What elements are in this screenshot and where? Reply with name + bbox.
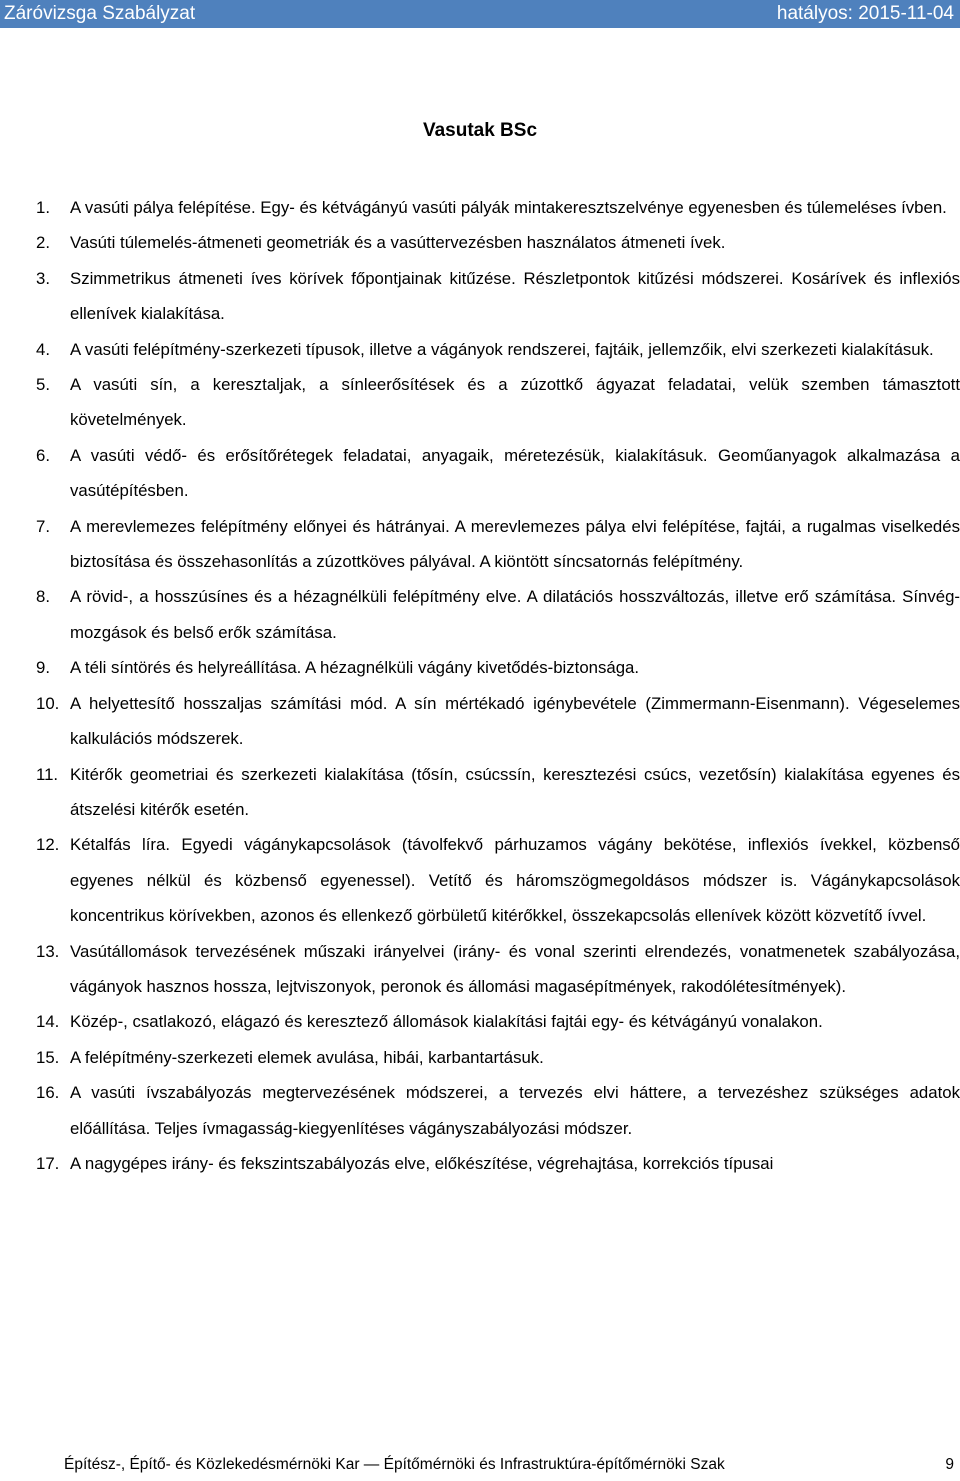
- item-text: A vasúti ívszabályozás megtervezésének módszerei, a tervezés elvi háttere, a tervezéshez szükséges adatok előállítása. Teljes ívmagasság-kiegyenlítéses vágányszabályozási módszer.: [70, 1083, 960, 1138]
- item-text: Közép-, csatlakozó, elágazó és keresztező állomások kialakítási fajtái egy- és kétvágányú vonalakon.: [70, 1012, 823, 1032]
- list-item: [36, 757, 960, 828]
- item-text: A téli síntörés és helyreállítása. A hézagnélküli vágány kivetődés-biztonsága.: [70, 658, 640, 678]
- item-number: 8.: [36, 587, 50, 607]
- item-text: A vasúti pálya felépítése. Egy- és kétvágányú vasúti pályák mintakeresztszelvénye egyenesben és túlemeléses ívben.: [70, 198, 947, 217]
- item-text: A nagygépes irány- és fekszintszabályozás elve, előkészítése, végrehajtása, korrekciós típusai: [70, 1153, 774, 1173]
- item-number: 16.: [36, 1083, 60, 1103]
- list-item: [36, 367, 960, 438]
- item-number: 7.: [36, 516, 50, 536]
- list-item: [36, 509, 960, 580]
- list-item: [36, 1004, 960, 1039]
- item-text: A vasúti védő- és erősítőrétegek feladatai, anyagaik, méretezésük, kialakításuk. Geoműanyagok alkalmazása a vasútépítésben.: [70, 445, 960, 501]
- list-item: [36, 438, 960, 509]
- item-number: 4.: [36, 339, 50, 359]
- item-text: A vasúti felépítmény-szerkezeti típusok, illetve a vágányok rendszerei, fajtáik, jellemzőik, elvi szerkezeti kialakításuk.: [70, 339, 934, 359]
- item-text: Szimmetrikus átmeneti íves körívek főpontjainak kitűzése. Részletpontok kitűzési módszerei. Kosárívek és inflexiós ellenívek kialakítása.: [70, 268, 960, 324]
- item-number: 6.: [36, 445, 50, 465]
- list-item: [36, 650, 960, 685]
- list-item: [36, 579, 960, 650]
- item-text: Vasútállomások tervezésének műszaki irányelvei (irány- és vonal szerinti elrendezés, vonatmenetek szabályozása, vágányok hasznos hossza, lejtviszonyok, peronok és állomási magasépítmények, rakodólétesítmények).: [70, 941, 960, 996]
- list-item: [36, 1040, 960, 1075]
- list-item: [36, 1146, 960, 1181]
- item-number: 13.: [36, 941, 60, 961]
- list-item: [36, 686, 960, 757]
- header-bar: [0, 0, 960, 28]
- item-number: 5.: [36, 375, 50, 395]
- page-footer: [0, 1454, 960, 1478]
- list-item: [36, 1075, 960, 1146]
- list-item: [36, 827, 960, 933]
- topic-list: [36, 190, 960, 1181]
- page-number: 9: [945, 1456, 954, 1473]
- item-text: A felépítmény-szerkezeti elemek avulása, hibái, karbantartásuk.: [70, 1047, 544, 1067]
- item-number: 11.: [36, 764, 59, 784]
- item-text: A rövid-, a hosszúsínes és a hézagnélküli felépítmény elve. A dilatációs hosszváltozás, illetve erő számítása. Sínvég-mozgások és belső erők számítása.: [70, 587, 960, 642]
- list-item: [36, 190, 960, 225]
- item-number: 10.: [36, 693, 60, 713]
- header-document-title: Záróvizsga Szabályzat: [4, 3, 196, 24]
- item-text: A merevlemezes felépítmény előnyei és hátrányai. A merevlemezes pálya elvi felépítése, fajtái, a rugalmas viselkedés biztosítása és összehasonlítás a zúzottköves pályával. A kiöntött síncsatornás felépítmény.: [70, 516, 960, 572]
- list-item: [36, 261, 960, 332]
- item-number: 15.: [36, 1047, 60, 1067]
- item-number: 17.: [36, 1153, 60, 1173]
- page-title: Vasutak BSc: [422, 120, 538, 141]
- list-item: [36, 332, 960, 367]
- list-item: [36, 934, 960, 1005]
- list-item: [36, 225, 960, 260]
- item-number: 1.: [36, 198, 50, 217]
- item-text: Kitérők geometriai és szerkezeti kialakítása (tősín, csúcssín, keresztezési csúcs, vezetősín) kialakítása egyenes és átszelési kitérők esetén.: [70, 764, 960, 819]
- item-text: Kétalfás líra. Egyedi vágánykapcsolások (távolfekvő párhuzamos vágány bekötése, inflexiós ívekkel, közbenső egyenes nélkül és közbenső egyenessel). Vetítő és háromszögmegoldásos módszer is. Vágánykapcsolások koncentrikus körívekben, azonos és ellenkező görbületű kitérőkkel, összekapcsolás ellenívek között közvetítő ívvel.: [70, 835, 960, 926]
- header-effective-date: hatályos: 2015-11-04: [776, 3, 954, 24]
- item-text: A vasúti sín, a keresztaljak, a sínleerősítések és a zúzottkő ágyazat feladatai, velük szemben támasztott követelmények.: [70, 375, 960, 430]
- item-number: 14.: [36, 1012, 60, 1032]
- item-number: 2.: [36, 233, 50, 253]
- item-number: 9.: [36, 658, 50, 678]
- item-text: Vasúti túlemelés-átmeneti geometriák és a vasúttervezésben használatos átmeneti ívek.: [70, 233, 726, 253]
- footer-faculty-text: Építész-, Építő- és Közlekedésmérnöki Kar — Építőmérnöki és Infrastruktúra-építőmérnöki Szak: [64, 1456, 725, 1473]
- item-number: 12.: [36, 835, 60, 855]
- item-number: 3.: [36, 268, 50, 288]
- item-text: A helyettesítő hosszaljas számítási mód. A sín mértékadó igénybevétele (Zimmermann-Eisenmann). Végeselemes kalkulációs módszerek.: [70, 693, 960, 749]
